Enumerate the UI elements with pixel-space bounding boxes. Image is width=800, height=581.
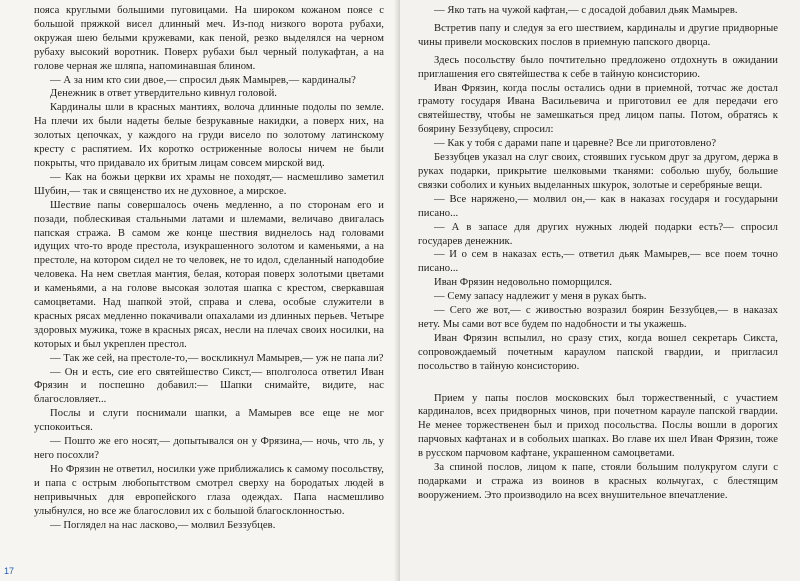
paragraph: Кардиналы шли в красных мантиях, волоча длинные подолы по земле. На плечи их были надеты белые безрукавные накидки, а поверх них, на золотых цепочках, у каждого на груди висело по золотому латинскому кресту с распятием. Их коротко остриженные волосы ничем не были покрыты, что придавало их бритым лицам совсем мирской вид. xyxy=(34,102,384,169)
paragraph: — Сего же вот,— с живостью возразил боярин Беззубцев,— в наказах нету. Мы сами вот все будем по надобности и ты укажешь. xyxy=(418,305,778,330)
paragraph: Встретив папу и следуя за его шествием, кардиналы и другие придворные чины привели московских послов в приемную папского дворца. xyxy=(418,22,778,48)
paragraph: Иван Фрязин, когда послы остались одни в приемной, тотчас же достал грамоту государя Ивана Васильевича и приготовил ее для передачи его святейшеству, чтобы не замешкаться пред лицом папы. Потом, обратясь к боярину Беззубцеву, спросил: xyxy=(418,82,778,136)
paragraph: Послы и слуги поснимали шапки, а Мамырев все еще не мог успокоиться. xyxy=(34,408,384,434)
paragraph: — Яко тать на чужой кафтан,— с досадой добавил дьяк Мамырев. xyxy=(434,5,738,16)
paragraph: Иван Фрязин недовольно поморщился. xyxy=(434,277,613,289)
paragraph: — Сему запасу надлежит у меня в руках быть. xyxy=(434,291,647,303)
paragraph: Шествие папы совершалось очень медленно, а по сторонам его и позади, поблескивая стальными латами и шлемами, величаво двигалась папская стража. В самом же конце шествия виднелось над головами идущих что-то вроде престола, изукрашенного золотом и каменьями, а на престоле, на котором сидел не то человек, не то идол, сделанный наподобие человека. На нем светлая мантия, белая, которая поверх золотыми цветами и каменьями, а на голове высокая золотая шапка с крестом, сверкавшая самоцветами. Над шапкой этой, справа и слева, особые служители в красных рясах медленно покачивали опахалами из длинных перьев. Четыре здоровых мужика, тоже в красных рясах, несли на плечах своих носилки, на которых и был укреплен престол. xyxy=(34,199,384,350)
paragraph: — Поглядел на нас ласково,— молвил Беззубцев. xyxy=(50,519,276,531)
paragraph: — Как на божьи церкви их храмы не походят,— насмешливо заметил Шубин,— так и священство их не духовное, а мирское. xyxy=(34,171,384,197)
paragraph: Прием у папы послов московских был торжественный, с участием кардиналов, всех придворных чинов, при почетном карауле папской гвардии. Не менее торжественен был и приход посольства. Послы вошли в дорогих парчовых кафтанах и в собольих шапках. Во главе их шел Иван Фрязин, тоже в русском парчовом кафтане, украшенном самоцветами. xyxy=(418,392,778,460)
left-page xyxy=(0,0,398,581)
scan-mark: 17 xyxy=(4,566,15,576)
paragraph: Но Фрязин не ответил, носилки уже приближались к самому посольству, и папа с острым любопытством смотрел сверху на бородатых людей в непривычных для европейского глаза одеждах. Папа насмешливо улыбнулся, но все же благословил их с большой благосклонностью. xyxy=(34,463,384,517)
paragraph: — Все наряжено,— молвил он,— как в наказах государя и государыни писано... xyxy=(418,193,778,219)
paragraph: пояса круглыми большими пуговицами. На широком кожаном поясе с большой пряжкой висел длинный меч. Из-под низкого ворота рубахи, окружая шею белыми кружевами, как пеной, резко выделялся на черном рубаху высокий воротник. Поверх рубахи был черный полукафтан, а на голове черная же шляпа, напоминавшая блином. xyxy=(34,5,384,72)
paragraph: — Так же сей, на престоле-то,— воскликнул Мамырев,— уж не папа ли? xyxy=(50,352,384,364)
paragraph: — А за ним кто сии двое,— спросил дьяк Мамырев,— кардиналы? xyxy=(50,74,356,86)
right-page xyxy=(400,0,800,581)
paragraph: Денежник в ответ утвердительно кивнул головой. xyxy=(50,88,278,100)
paragraph: За спиной послов, лицом к папе, стояли большим полукругом слуги с подарками и стража из воинов в красных кольчугах, с блестящим вооружением. Это производило на всех внушительное впечатление. xyxy=(418,462,778,501)
paragraph: Беззубцев указал на слуг своих, стоявших гуськом друг за другом, держа в руках подарки, прикрытие шелковыми тканями: соболью шубу, большие связки соболих и куньих выделанных шкурок, золотые и серебряные вещи. xyxy=(418,152,778,191)
paragraph: — Пошто же его носят,— допытывался он у Фрязина,— ночь, что ль, у него посохли? xyxy=(34,436,384,461)
paragraph: — Он и есть, сие его святейшество Сикст,— вполголоса ответил Иван Фрязин и поспешно добавил:— Шапки снимайте, видите, нас благословляет... xyxy=(34,366,384,406)
paragraph: — А в запасе для других нужных людей подарки есть?— спросил государев денежник. xyxy=(418,221,778,247)
paragraph: — Как у тобя с дарами папе и царевне? Все ли приготовлено? xyxy=(434,138,717,150)
paragraph: Здесь посольству было почтительно предложено отдохнуть в ожидании приглашения его святейшества к себе в тайную консисторию. xyxy=(418,54,778,80)
paragraph: Иван Фрязин вспылил, но сразу стих, когда вошел секретарь Сикста, сопровождаемый почетным караулом папской гвардии, и пригласил посольство в тайную консисторию. xyxy=(418,332,778,372)
paragraph: — И о сем в наказах есть,— ответил дьяк Мамырев,— все поем точно писано... xyxy=(418,249,778,275)
